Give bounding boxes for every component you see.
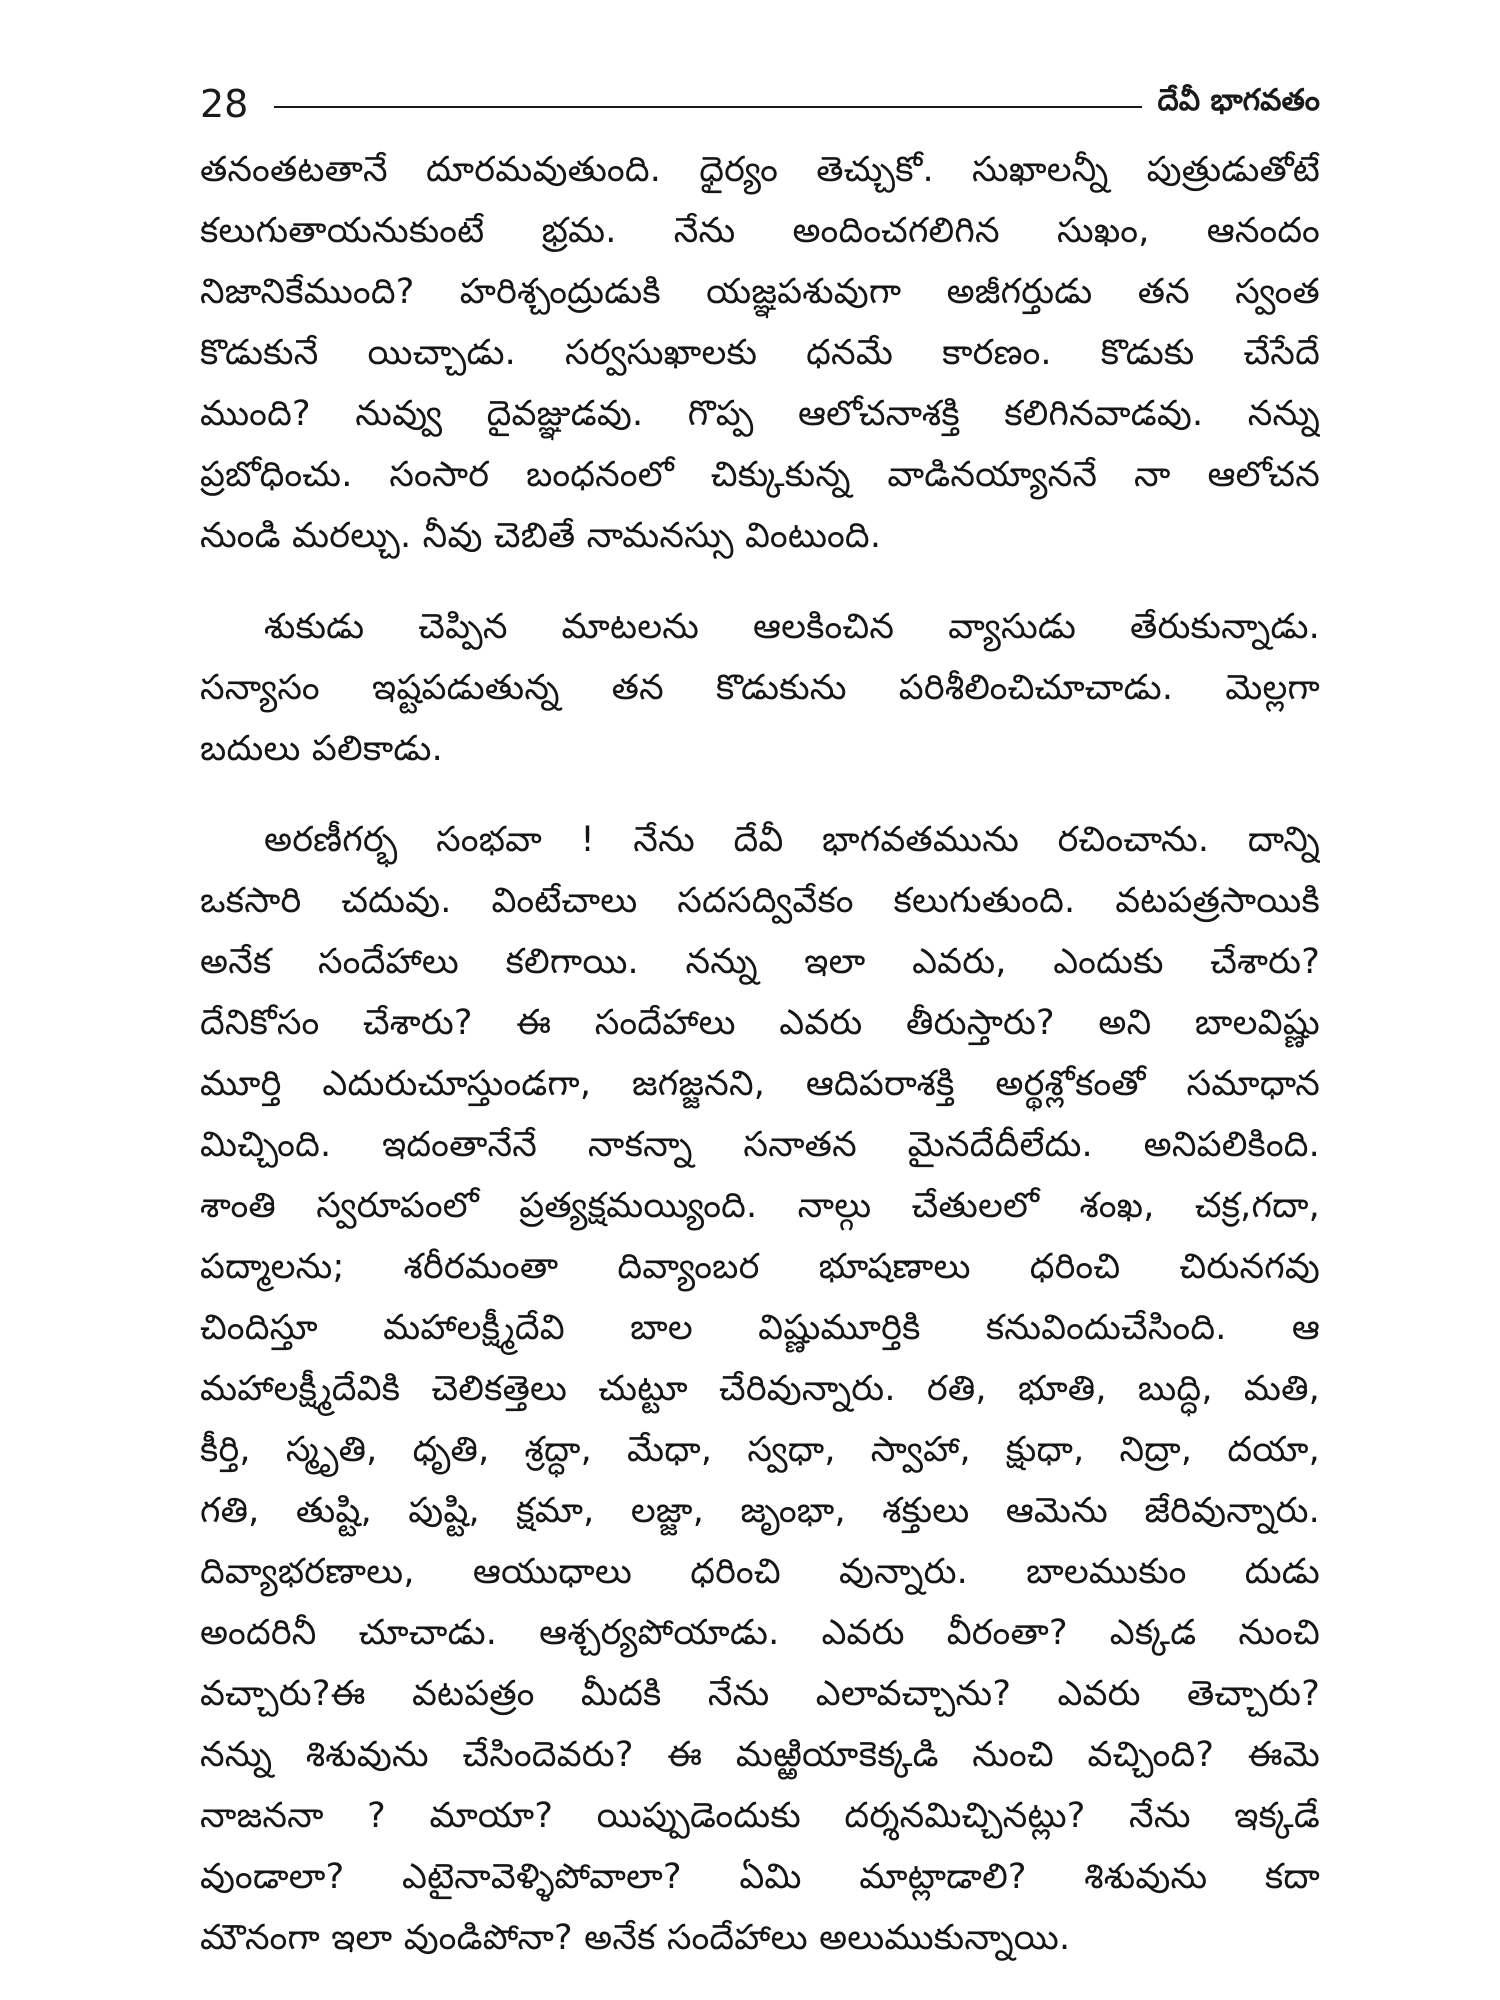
text-line: వుండాలా? ఎటైనావెళ్ళిపోవాలా? ఏమి మాట్లాడాలి? శిశువును కదా bbox=[200, 1857, 1320, 1897]
text-line: నిజానికేముంది? హరిశ్చంద్రుడుకి యజ్ఞపశువుగా అజీగర్తుడు తన స్వంత bbox=[200, 272, 1320, 312]
page-header bbox=[200, 78, 1320, 130]
text-line: ప్రబోధించు. సంసార బంధనంలో చిక్కుకున్న వాడినయ్యాననే నా ఆలోచన bbox=[200, 455, 1320, 495]
body-text bbox=[200, 140, 1320, 1969]
text-line: పద్మాలను; శరీరమంతా దివ్యాంబర భూషణాలు ధరించి చిరునగవు bbox=[200, 1247, 1320, 1287]
text-line: నుండి మరల్చు. నీవు చెబితే నామనస్సు వింటుంది. bbox=[200, 516, 882, 556]
text-line: కలుగుతాయనుకుంటే భ్రమ. నేను అందించగలిగిన సుఖం, ఆనందం bbox=[200, 211, 1320, 251]
text-line: కీర్తి, స్మృతి, ధృతి, శ్రద్ధా, మేధా, స్వధా, స్వాహా, క్షుధా, నిద్రా, దయా, bbox=[200, 1430, 1320, 1470]
text-line: మౌనంగా ఇలా వుండిపోనా? అనేక సందేహాలు అలుముకున్నాయి. bbox=[200, 1918, 1071, 1958]
text-line: ముంది? నువ్వు దైవజ్ఞుడవు. గొప్ప ఆలోచనాశక్తి కలిగినవాడవు. నన్ను bbox=[200, 394, 1320, 434]
text-line: ఒకసారి చదువు. వింటేచాలు సదసద్వివేకం కలుగుతుంది. వటపత్రసాయికి bbox=[200, 881, 1320, 921]
text-line: మూర్తి ఎదురుచూస్తుండగా, జగజ్జనని, ఆదిపరాశక్తి అర్థశ్లోకంతో సమాధాన bbox=[200, 1064, 1320, 1104]
paragraph-2 bbox=[200, 597, 1320, 780]
text-line: మహాలక్ష్మీదేవికి చెలికత్తెలు చుట్టూ చేరివున్నారు. రతి, భూతి, బుద్ధి, మతి, bbox=[200, 1369, 1320, 1409]
text-line: అరణీగర్భ సంభవా ! నేను దేవీ భాగవతమును రచించాను. దాన్ని bbox=[264, 820, 1320, 860]
text-line: దేనికోసం చేశారు? ఈ సందేహాలు ఎవరు తీరుస్తారు? అని బాలవిష్ణు bbox=[200, 1003, 1320, 1043]
text-line: అనేక సందేహాలు కలిగాయి. నన్ను ఇలా ఎవరు, ఎందుకు చేశారు? bbox=[200, 942, 1320, 982]
text-line: దివ్యాభరణాలు, ఆయుధాలు ధరించి వున్నారు. బాలముకుం దుడు bbox=[200, 1552, 1320, 1592]
text-line: తనంతటతానే దూరమవుతుంది. ధైర్యం తెచ్చుకో. సుఖాలన్నీ పుత్రుడుతోటే bbox=[200, 150, 1320, 190]
text-line: మిచ్చింది. ఇదంతానేనే నాకన్నా సనాతన మైనదేదీలేదు. అనిపలికింది. bbox=[200, 1125, 1320, 1165]
text-line: నాజననా ? మాయా? యిప్పుడెందుకు దర్శనమిచ్చినట్లు? నేను ఇక్కడే bbox=[200, 1796, 1320, 1836]
text-line: వచ్చారు?ఈ వటపత్రం మీదకి నేను ఎలావచ్చాను? ఎవరు తెచ్చారు? bbox=[200, 1674, 1320, 1714]
text-line: చిందిస్తూ మహాలక్ష్మీదేవి బాల విష్ణుమూర్తికి కనువిందుచేసింది. ఆ bbox=[200, 1308, 1320, 1348]
text-line: నన్ను శిశువును చేసిందెవరు? ఈ మఱ్ఱియాకెక్కడి నుంచి వచ్చింది? ఈమె bbox=[200, 1735, 1320, 1775]
header-rule bbox=[274, 106, 1141, 108]
running-title: దేవీ భాగవతం bbox=[1157, 83, 1320, 118]
text-line: కొడుకునే యిచ్చాడు. సర్వసుఖాలకు ధనమే కారణం. కొడుకు చేసేదే bbox=[200, 333, 1320, 373]
text-line: సన్యాసం ఇష్టపడుతున్న తన కొడుకును పరిశీలించిచూచాడు. మెల్లగా bbox=[200, 668, 1320, 708]
book-page bbox=[200, 78, 1320, 1958]
paragraph-3 bbox=[200, 810, 1320, 1969]
page-number: 28 bbox=[200, 82, 249, 126]
text-line: బదులు పలికాడు. bbox=[200, 729, 443, 769]
text-line: శాంతి స్వరూపంలో ప్రత్యక్షమయ్యింది. నాల్గు చేతులలో శంఖ, చక్ర,గదా, bbox=[200, 1186, 1320, 1226]
text-line: గతి, తుష్టి, పుష్టి, క్షమా, లజ్జా, జృంభా, శక్తులు ఆమెను జేరివున్నారు. bbox=[200, 1491, 1320, 1531]
text-line: శుకుడు చెప్పిన మాటలను ఆలకించిన వ్యాసుడు తేరుకున్నాడు. bbox=[264, 607, 1320, 647]
text-line: అందరినీ చూచాడు. ఆశ్చర్యపోయాడు. ఎవరు వీరంతా? ఎక్కడ నుంచి bbox=[200, 1613, 1320, 1653]
paragraph-1 bbox=[200, 140, 1320, 567]
